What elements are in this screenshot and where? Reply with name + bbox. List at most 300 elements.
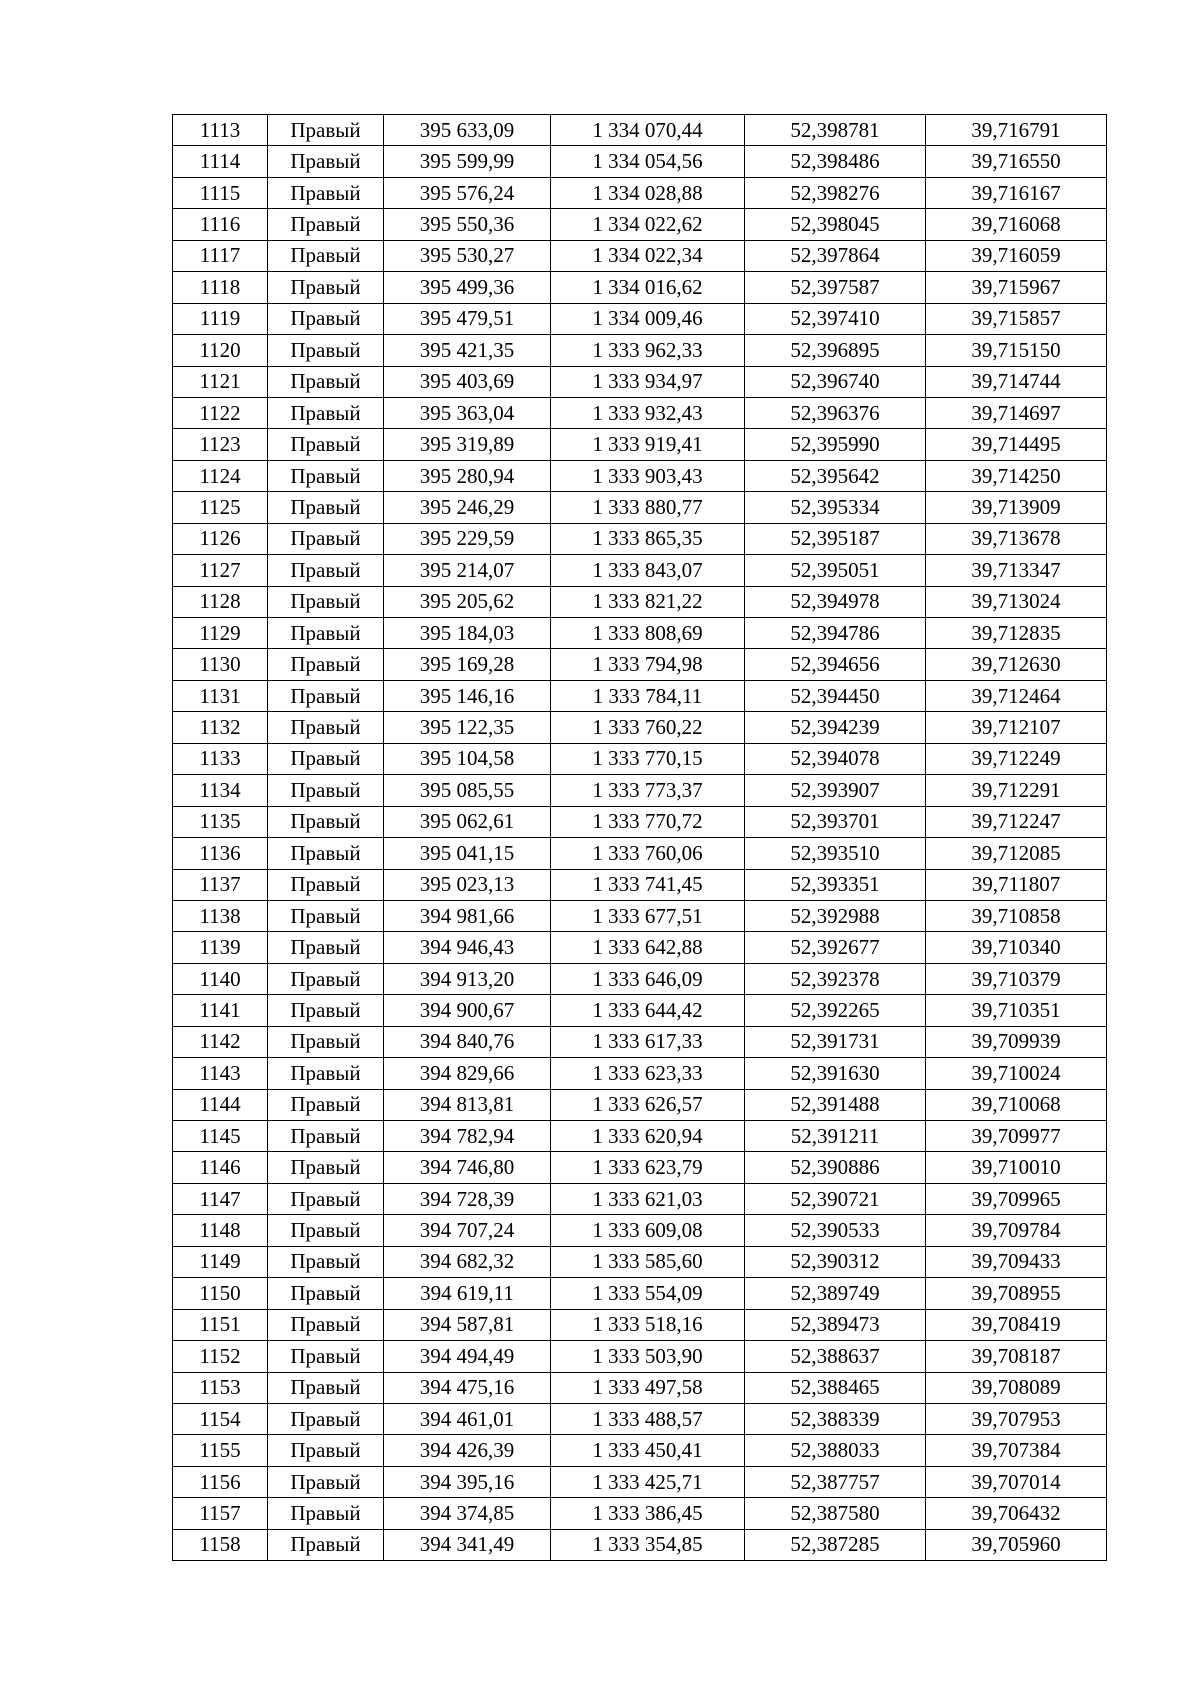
y-coordinate-cell: 1 333 794,98 [551, 649, 745, 680]
table-row [173, 523, 1107, 554]
table-row [173, 240, 1107, 271]
point-number-cell: 1135 [173, 806, 268, 837]
x-coordinate-cell: 394 829,66 [384, 1058, 551, 1089]
longitude-cell: 39,712107 [926, 712, 1107, 743]
point-number-cell: 1136 [173, 838, 268, 869]
longitude-cell: 39,710379 [926, 963, 1107, 994]
side-cell: Правый [268, 1498, 384, 1529]
x-coordinate-cell: 394 374,85 [384, 1498, 551, 1529]
table-row [173, 995, 1107, 1026]
longitude-cell: 39,709784 [926, 1215, 1107, 1246]
x-coordinate-cell: 394 728,39 [384, 1183, 551, 1214]
x-coordinate-cell: 394 395,16 [384, 1466, 551, 1497]
side-cell: Правый [268, 1089, 384, 1120]
side-cell: Правый [268, 555, 384, 586]
y-coordinate-cell: 1 333 646,09 [551, 963, 745, 994]
y-coordinate-cell: 1 333 784,11 [551, 680, 745, 711]
side-cell: Правый [268, 209, 384, 240]
table-row [173, 177, 1107, 208]
x-coordinate-cell: 395 122,35 [384, 712, 551, 743]
y-coordinate-cell: 1 333 932,43 [551, 397, 745, 428]
x-coordinate-cell: 394 461,01 [384, 1403, 551, 1434]
y-coordinate-cell: 1 333 620,94 [551, 1121, 745, 1152]
latitude-cell: 52,392988 [745, 900, 926, 931]
side-cell: Правый [268, 1309, 384, 1340]
point-number-cell: 1119 [173, 303, 268, 334]
point-number-cell: 1125 [173, 492, 268, 523]
point-number-cell: 1148 [173, 1215, 268, 1246]
table-row [173, 460, 1107, 491]
longitude-cell: 39,712247 [926, 806, 1107, 837]
table-row [173, 1498, 1107, 1529]
side-cell: Правый [268, 743, 384, 774]
y-coordinate-cell: 1 333 677,51 [551, 900, 745, 931]
y-coordinate-cell: 1 334 022,34 [551, 240, 745, 271]
x-coordinate-cell: 395 062,61 [384, 806, 551, 837]
latitude-cell: 52,387285 [745, 1529, 926, 1560]
x-coordinate-cell: 394 494,49 [384, 1341, 551, 1372]
latitude-cell: 52,397864 [745, 240, 926, 271]
table-row [173, 1372, 1107, 1403]
longitude-cell: 39,713678 [926, 523, 1107, 554]
x-coordinate-cell: 395 319,89 [384, 429, 551, 460]
latitude-cell: 52,394978 [745, 586, 926, 617]
y-coordinate-cell: 1 333 450,41 [551, 1435, 745, 1466]
latitude-cell: 52,394239 [745, 712, 926, 743]
y-coordinate-cell: 1 334 016,62 [551, 272, 745, 303]
y-coordinate-cell: 1 333 623,33 [551, 1058, 745, 1089]
x-coordinate-cell: 394 426,39 [384, 1435, 551, 1466]
longitude-cell: 39,708419 [926, 1309, 1107, 1340]
point-number-cell: 1153 [173, 1372, 268, 1403]
latitude-cell: 52,395051 [745, 555, 926, 586]
longitude-cell: 39,713347 [926, 555, 1107, 586]
y-coordinate-cell: 1 334 070,44 [551, 115, 745, 146]
longitude-cell: 39,712464 [926, 680, 1107, 711]
latitude-cell: 52,393907 [745, 775, 926, 806]
latitude-cell: 52,390721 [745, 1183, 926, 1214]
longitude-cell: 39,716791 [926, 115, 1107, 146]
point-number-cell: 1130 [173, 649, 268, 680]
point-number-cell: 1124 [173, 460, 268, 491]
x-coordinate-cell: 394 341,49 [384, 1529, 551, 1560]
point-number-cell: 1131 [173, 680, 268, 711]
x-coordinate-cell: 395 363,04 [384, 397, 551, 428]
table-row [173, 492, 1107, 523]
table-row [173, 209, 1107, 240]
point-number-cell: 1158 [173, 1529, 268, 1560]
side-cell: Правый [268, 1215, 384, 1246]
y-coordinate-cell: 1 333 903,43 [551, 460, 745, 491]
latitude-cell: 52,391630 [745, 1058, 926, 1089]
longitude-cell: 39,714495 [926, 429, 1107, 460]
table-row [173, 963, 1107, 994]
longitude-cell: 39,714744 [926, 366, 1107, 397]
side-cell: Правый [268, 177, 384, 208]
table-row [173, 1529, 1107, 1560]
table-row [173, 146, 1107, 177]
side-cell: Правый [268, 397, 384, 428]
table-row [173, 1309, 1107, 1340]
table-row [173, 649, 1107, 680]
y-coordinate-cell: 1 333 962,33 [551, 335, 745, 366]
longitude-cell: 39,710068 [926, 1089, 1107, 1120]
x-coordinate-cell: 395 104,58 [384, 743, 551, 774]
table-row [173, 1341, 1107, 1372]
y-coordinate-cell: 1 333 554,09 [551, 1278, 745, 1309]
table-row [173, 743, 1107, 774]
longitude-cell: 39,707014 [926, 1466, 1107, 1497]
y-coordinate-cell: 1 333 626,57 [551, 1089, 745, 1120]
latitude-cell: 52,394656 [745, 649, 926, 680]
x-coordinate-cell: 394 900,67 [384, 995, 551, 1026]
side-cell: Правый [268, 900, 384, 931]
latitude-cell: 52,397587 [745, 272, 926, 303]
latitude-cell: 52,389473 [745, 1309, 926, 1340]
longitude-cell: 39,708187 [926, 1341, 1107, 1372]
side-cell: Правый [268, 775, 384, 806]
point-number-cell: 1154 [173, 1403, 268, 1434]
x-coordinate-cell: 395 421,35 [384, 335, 551, 366]
table-body [173, 115, 1107, 1561]
longitude-cell: 39,707384 [926, 1435, 1107, 1466]
y-coordinate-cell: 1 333 642,88 [551, 932, 745, 963]
point-number-cell: 1132 [173, 712, 268, 743]
longitude-cell: 39,710351 [926, 995, 1107, 1026]
table-row [173, 1089, 1107, 1120]
x-coordinate-cell: 395 599,99 [384, 146, 551, 177]
point-number-cell: 1149 [173, 1246, 268, 1277]
table-row [173, 775, 1107, 806]
longitude-cell: 39,712085 [926, 838, 1107, 869]
longitude-cell: 39,709433 [926, 1246, 1107, 1277]
y-coordinate-cell: 1 333 934,97 [551, 366, 745, 397]
y-coordinate-cell: 1 333 880,77 [551, 492, 745, 523]
x-coordinate-cell: 394 782,94 [384, 1121, 551, 1152]
point-number-cell: 1121 [173, 366, 268, 397]
side-cell: Правый [268, 1026, 384, 1057]
side-cell: Правый [268, 712, 384, 743]
y-coordinate-cell: 1 333 386,45 [551, 1498, 745, 1529]
longitude-cell: 39,709977 [926, 1121, 1107, 1152]
x-coordinate-cell: 395 214,07 [384, 555, 551, 586]
side-cell: Правый [268, 366, 384, 397]
point-number-cell: 1147 [173, 1183, 268, 1214]
table-row [173, 1183, 1107, 1214]
side-cell: Правый [268, 523, 384, 554]
y-coordinate-cell: 1 333 623,79 [551, 1152, 745, 1183]
side-cell: Правый [268, 1058, 384, 1089]
longitude-cell: 39,712835 [926, 618, 1107, 649]
point-number-cell: 1143 [173, 1058, 268, 1089]
table-row [173, 932, 1107, 963]
table-row [173, 586, 1107, 617]
y-coordinate-cell: 1 333 770,15 [551, 743, 745, 774]
longitude-cell: 39,711807 [926, 869, 1107, 900]
table-row [173, 712, 1107, 743]
side-cell: Правый [268, 460, 384, 491]
longitude-cell: 39,712249 [926, 743, 1107, 774]
x-coordinate-cell: 395 633,09 [384, 115, 551, 146]
point-number-cell: 1146 [173, 1152, 268, 1183]
side-cell: Правый [268, 869, 384, 900]
point-number-cell: 1129 [173, 618, 268, 649]
latitude-cell: 52,393510 [745, 838, 926, 869]
point-number-cell: 1117 [173, 240, 268, 271]
longitude-cell: 39,705960 [926, 1529, 1107, 1560]
x-coordinate-cell: 395 085,55 [384, 775, 551, 806]
longitude-cell: 39,712630 [926, 649, 1107, 680]
side-cell: Правый [268, 586, 384, 617]
side-cell: Правый [268, 995, 384, 1026]
point-number-cell: 1137 [173, 869, 268, 900]
point-number-cell: 1141 [173, 995, 268, 1026]
y-coordinate-cell: 1 333 518,16 [551, 1309, 745, 1340]
table-row [173, 1058, 1107, 1089]
y-coordinate-cell: 1 333 488,57 [551, 1403, 745, 1434]
x-coordinate-cell: 395 169,28 [384, 649, 551, 680]
x-coordinate-cell: 394 746,80 [384, 1152, 551, 1183]
side-cell: Правый [268, 1121, 384, 1152]
table-row [173, 838, 1107, 869]
x-coordinate-cell: 394 475,16 [384, 1372, 551, 1403]
table-row [173, 1435, 1107, 1466]
table-row [173, 335, 1107, 366]
latitude-cell: 52,389749 [745, 1278, 926, 1309]
side-cell: Правый [268, 1152, 384, 1183]
latitude-cell: 52,398276 [745, 177, 926, 208]
x-coordinate-cell: 395 184,03 [384, 618, 551, 649]
x-coordinate-cell: 395 479,51 [384, 303, 551, 334]
side-cell: Правый [268, 618, 384, 649]
longitude-cell: 39,710010 [926, 1152, 1107, 1183]
y-coordinate-cell: 1 333 621,03 [551, 1183, 745, 1214]
x-coordinate-cell: 395 576,24 [384, 177, 551, 208]
x-coordinate-cell: 395 499,36 [384, 272, 551, 303]
side-cell: Правый [268, 492, 384, 523]
table-row [173, 1121, 1107, 1152]
latitude-cell: 52,395990 [745, 429, 926, 460]
latitude-cell: 52,388465 [745, 1372, 926, 1403]
latitude-cell: 52,387757 [745, 1466, 926, 1497]
point-number-cell: 1123 [173, 429, 268, 460]
side-cell: Правый [268, 1183, 384, 1214]
latitude-cell: 52,398781 [745, 115, 926, 146]
longitude-cell: 39,713024 [926, 586, 1107, 617]
latitude-cell: 52,395334 [745, 492, 926, 523]
y-coordinate-cell: 1 333 770,72 [551, 806, 745, 837]
longitude-cell: 39,715967 [926, 272, 1107, 303]
table-row [173, 1403, 1107, 1434]
latitude-cell: 52,391731 [745, 1026, 926, 1057]
x-coordinate-cell: 394 707,24 [384, 1215, 551, 1246]
table-row [173, 806, 1107, 837]
side-cell: Правый [268, 272, 384, 303]
side-cell: Правый [268, 806, 384, 837]
x-coordinate-cell: 394 813,81 [384, 1089, 551, 1120]
latitude-cell: 52,392378 [745, 963, 926, 994]
point-number-cell: 1155 [173, 1435, 268, 1466]
y-coordinate-cell: 1 333 865,35 [551, 523, 745, 554]
side-cell: Правый [268, 146, 384, 177]
latitude-cell: 52,395642 [745, 460, 926, 491]
y-coordinate-cell: 1 333 821,22 [551, 586, 745, 617]
side-cell: Правый [268, 1246, 384, 1277]
table-row [173, 429, 1107, 460]
table-row [173, 1152, 1107, 1183]
x-coordinate-cell: 394 840,76 [384, 1026, 551, 1057]
latitude-cell: 52,397410 [745, 303, 926, 334]
x-coordinate-cell: 394 913,20 [384, 963, 551, 994]
longitude-cell: 39,709965 [926, 1183, 1107, 1214]
point-number-cell: 1144 [173, 1089, 268, 1120]
latitude-cell: 52,394078 [745, 743, 926, 774]
table-row [173, 1278, 1107, 1309]
x-coordinate-cell: 394 981,66 [384, 900, 551, 931]
y-coordinate-cell: 1 334 009,46 [551, 303, 745, 334]
longitude-cell: 39,710858 [926, 900, 1107, 931]
latitude-cell: 52,396376 [745, 397, 926, 428]
y-coordinate-cell: 1 333 497,58 [551, 1372, 745, 1403]
latitude-cell: 52,391211 [745, 1121, 926, 1152]
table-row [173, 618, 1107, 649]
side-cell: Правый [268, 1278, 384, 1309]
table-row [173, 555, 1107, 586]
side-cell: Правый [268, 240, 384, 271]
table-row [173, 680, 1107, 711]
latitude-cell: 52,394786 [745, 618, 926, 649]
latitude-cell: 52,388339 [745, 1403, 926, 1434]
point-number-cell: 1145 [173, 1121, 268, 1152]
side-cell: Правый [268, 649, 384, 680]
coordinates-table [172, 114, 1107, 1561]
longitude-cell: 39,715857 [926, 303, 1107, 334]
x-coordinate-cell: 394 587,81 [384, 1309, 551, 1340]
y-coordinate-cell: 1 333 503,90 [551, 1341, 745, 1372]
latitude-cell: 52,394450 [745, 680, 926, 711]
latitude-cell: 52,390312 [745, 1246, 926, 1277]
table-row [173, 303, 1107, 334]
latitude-cell: 52,390886 [745, 1152, 926, 1183]
point-number-cell: 1120 [173, 335, 268, 366]
x-coordinate-cell: 395 229,59 [384, 523, 551, 554]
side-cell: Правый [268, 335, 384, 366]
longitude-cell: 39,716059 [926, 240, 1107, 271]
latitude-cell: 52,396740 [745, 366, 926, 397]
side-cell: Правый [268, 680, 384, 711]
longitude-cell: 39,707953 [926, 1403, 1107, 1434]
longitude-cell: 39,714697 [926, 397, 1107, 428]
point-number-cell: 1157 [173, 1498, 268, 1529]
x-coordinate-cell: 395 246,29 [384, 492, 551, 523]
side-cell: Правый [268, 838, 384, 869]
x-coordinate-cell: 394 682,32 [384, 1246, 551, 1277]
point-number-cell: 1156 [173, 1466, 268, 1497]
point-number-cell: 1133 [173, 743, 268, 774]
longitude-cell: 39,710340 [926, 932, 1107, 963]
point-number-cell: 1142 [173, 1026, 268, 1057]
y-coordinate-cell: 1 333 741,45 [551, 869, 745, 900]
side-cell: Правый [268, 1341, 384, 1372]
y-coordinate-cell: 1 333 760,06 [551, 838, 745, 869]
y-coordinate-cell: 1 334 028,88 [551, 177, 745, 208]
point-number-cell: 1126 [173, 523, 268, 554]
longitude-cell: 39,713909 [926, 492, 1107, 523]
point-number-cell: 1122 [173, 397, 268, 428]
latitude-cell: 52,392265 [745, 995, 926, 1026]
x-coordinate-cell: 395 530,27 [384, 240, 551, 271]
y-coordinate-cell: 1 333 773,37 [551, 775, 745, 806]
side-cell: Правый [268, 1403, 384, 1434]
table-row [173, 272, 1107, 303]
point-number-cell: 1138 [173, 900, 268, 931]
table-row [173, 1215, 1107, 1246]
point-number-cell: 1127 [173, 555, 268, 586]
y-coordinate-cell: 1 333 919,41 [551, 429, 745, 460]
table-row [173, 1246, 1107, 1277]
latitude-cell: 52,387580 [745, 1498, 926, 1529]
longitude-cell: 39,715150 [926, 335, 1107, 366]
latitude-cell: 52,396895 [745, 335, 926, 366]
longitude-cell: 39,714250 [926, 460, 1107, 491]
longitude-cell: 39,708089 [926, 1372, 1107, 1403]
side-cell: Правый [268, 303, 384, 334]
side-cell: Правый [268, 115, 384, 146]
point-number-cell: 1140 [173, 963, 268, 994]
latitude-cell: 52,393351 [745, 869, 926, 900]
point-number-cell: 1116 [173, 209, 268, 240]
longitude-cell: 39,712291 [926, 775, 1107, 806]
y-coordinate-cell: 1 333 585,60 [551, 1246, 745, 1277]
y-coordinate-cell: 1 333 644,42 [551, 995, 745, 1026]
latitude-cell: 52,395187 [745, 523, 926, 554]
side-cell: Правый [268, 963, 384, 994]
x-coordinate-cell: 395 146,16 [384, 680, 551, 711]
y-coordinate-cell: 1 334 054,56 [551, 146, 745, 177]
x-coordinate-cell: 395 280,94 [384, 460, 551, 491]
y-coordinate-cell: 1 333 760,22 [551, 712, 745, 743]
latitude-cell: 52,391488 [745, 1089, 926, 1120]
y-coordinate-cell: 1 333 609,08 [551, 1215, 745, 1246]
y-coordinate-cell: 1 333 808,69 [551, 618, 745, 649]
side-cell: Правый [268, 1529, 384, 1560]
point-number-cell: 1151 [173, 1309, 268, 1340]
y-coordinate-cell: 1 334 022,62 [551, 209, 745, 240]
table-row [173, 1026, 1107, 1057]
longitude-cell: 39,706432 [926, 1498, 1107, 1529]
table-row [173, 1466, 1107, 1497]
table-row [173, 397, 1107, 428]
point-number-cell: 1134 [173, 775, 268, 806]
latitude-cell: 52,393701 [745, 806, 926, 837]
x-coordinate-cell: 394 619,11 [384, 1278, 551, 1309]
table-row [173, 900, 1107, 931]
point-number-cell: 1114 [173, 146, 268, 177]
point-number-cell: 1150 [173, 1278, 268, 1309]
y-coordinate-cell: 1 333 843,07 [551, 555, 745, 586]
latitude-cell: 52,398486 [745, 146, 926, 177]
latitude-cell: 52,398045 [745, 209, 926, 240]
point-number-cell: 1152 [173, 1341, 268, 1372]
y-coordinate-cell: 1 333 617,33 [551, 1026, 745, 1057]
x-coordinate-cell: 394 946,43 [384, 932, 551, 963]
latitude-cell: 52,388637 [745, 1341, 926, 1372]
side-cell: Правый [268, 1466, 384, 1497]
x-coordinate-cell: 395 041,15 [384, 838, 551, 869]
point-number-cell: 1115 [173, 177, 268, 208]
latitude-cell: 52,392677 [745, 932, 926, 963]
table-row [173, 115, 1107, 146]
